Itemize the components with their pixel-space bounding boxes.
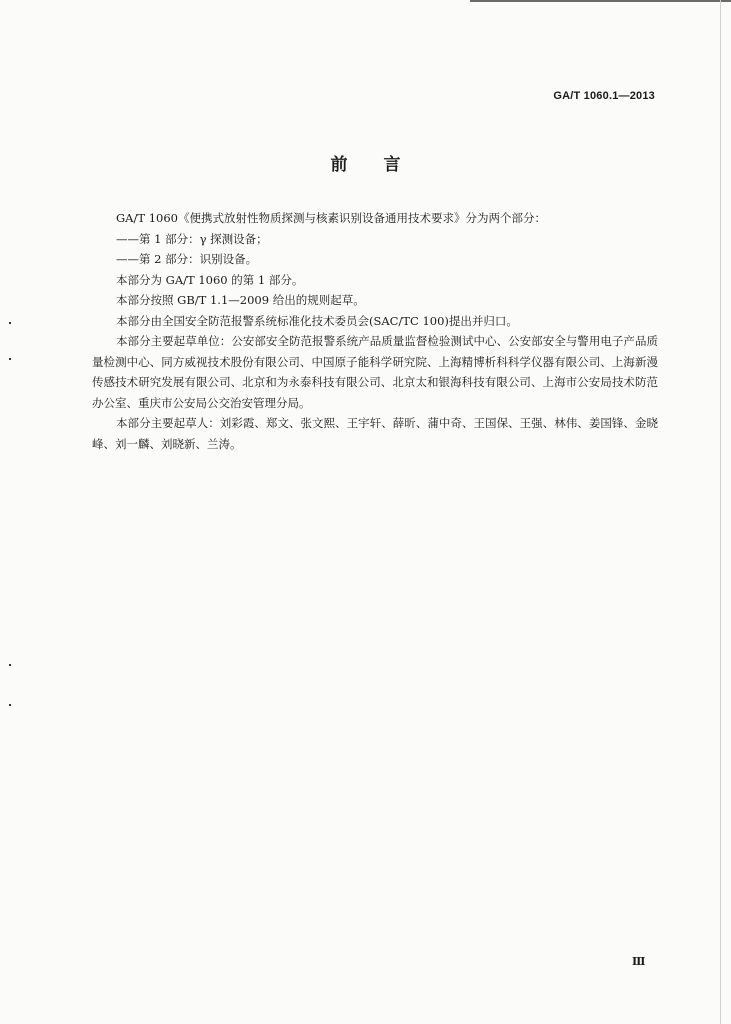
- scan-mark: [9, 664, 11, 666]
- proposed-by-paragraph: 本部分由全国安全防范报警系统标准化技术委员会(SAC/TC 100)提出并归口。: [116, 313, 518, 328]
- page-title: 前言: [330, 155, 437, 175]
- drafting-units-paragraph: 本部分主要起草单位：公安部安全防范报警系统产品质量监督检验测试中心、公安部安全与警用电子产品质量检测中心、同方威视技术股份有限公司、中国原子能科学研究院、上海精博析科科学仪器有限公司、上海新漫传感技术研究发展有限公司、北京和为永泰科技有限公司、北京太和银海科技有限公司、上海市公安局技术防范办公室、重庆市公安局公交治安管理分局。: [92, 334, 658, 410]
- drafting-rules-paragraph: 本部分按照 GB/T 1.1—2009 给出的规则起草。: [116, 293, 365, 307]
- drafters-paragraph: 本部分主要起草人：刘彩霞、郑文、张文熙、王宇轩、薛昕、蒲中奇、王国保、王强、林伟、姜国锋、金晓峰、刘一麟、刘晓新、兰涛。: [92, 416, 658, 451]
- intro-paragraph: GA/T 1060《便携式放射性物质探测与核素识别设备通用技术要求》分为两个部分：: [116, 211, 546, 225]
- scan-mark: [9, 358, 11, 360]
- scan-mark: [9, 322, 11, 324]
- page-number: Ⅲ: [632, 955, 646, 968]
- part-paragraph: 本部分为 GA/T 1060 的第 1 部分。: [116, 272, 304, 287]
- scan-border-line: [470, 0, 731, 2]
- part-list-item-2: ——第 2 部分：识别设备。: [116, 252, 258, 266]
- standard-code: GA/T 1060.1—2013: [553, 90, 655, 102]
- scan-mark: [9, 704, 11, 706]
- part-list-item-1: ——第 1 部分：γ 探测设备；: [116, 231, 268, 246]
- foreword-body: [92, 208, 658, 454]
